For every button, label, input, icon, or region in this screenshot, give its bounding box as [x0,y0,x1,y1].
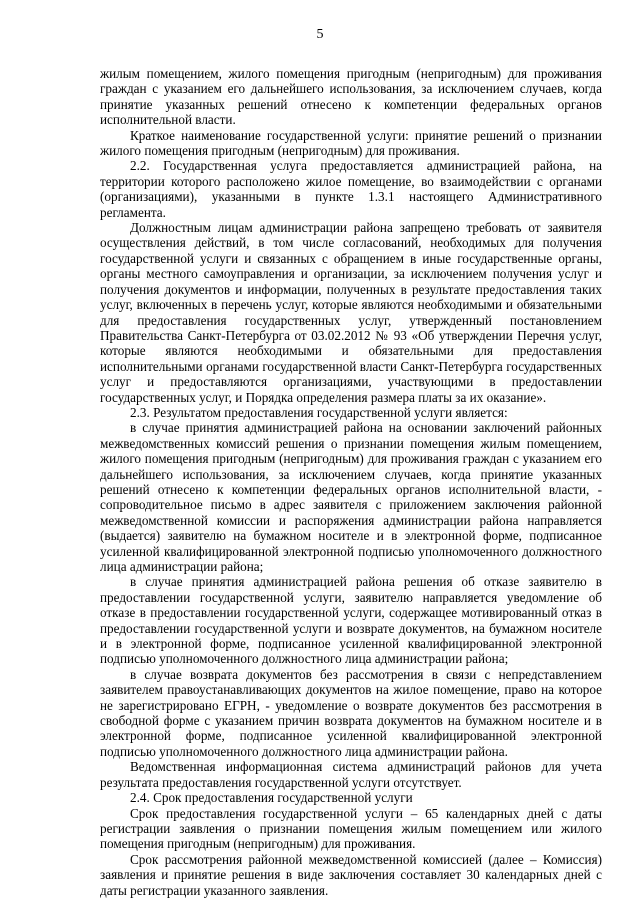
section-heading: 2.3. Результатом предоставления государственной услуги является: [130,404,508,420]
paragraph: жилым помещением, жилого помещения пригодным (непригодным) для проживания граждан с указанием его дальнейшего использования, за исключением случаев, когда принятие указанных решений отнесено к компетенции федеральных органов исполнительной власти. [100,66,602,128]
paragraph: в случае принятия администрацией района решения об отказе заявителю в предоставлении государственной услуги, заявителю направляется уведомление об отказе в предоставлении государственной услуги, содержащее мотивированный отказ в предоставлении государственной услуги и возврате документов, на бумажном носителе и в электронной форме, подписанное усиленной квалифицированной электронной подписью уполномоченного должностного лица администрации района; [100,574,602,667]
paragraph: 2.2. Государственная услуга предоставляется администрацией района, на территории которого расположено жилое помещение, во взаимодействии с органами (организациями), указанными в пункте 1.3.1 настоящего Административного регламента. [100,158,602,220]
paragraph: в случае принятия администрацией района на основании заключений районных межведомственных комиссий решения о признании помещения жилым помещением, жилого помещения пригодным (непригодным) для проживания граждан с указанием его дальнейшего использования, за исключением случаев, когда принятие указанных решений отнесено к компетенции федеральных органов исполнительной власти, - сопроводительное письмо в адрес заявителя с приложением заключения районной межведомственной комиссии и распоряжения администрации района направляется (выдается) заявителю на бумажном носителе и в электронной форме, подписанное усиленной квалифицированной электронной подписью уполномоченного должностного лица администрации района; [100,420,602,574]
paragraph: Краткое наименование государственной услуги: принятие решений о признании жилого помещения пригодным (непригодным) для проживания. [100,127,602,159]
paragraph: Должностным лицам администрации района запрещено требовать от заявителя осуществления действий, в том числе согласований, необходимых для получения государственной услуги и связанных с обращением в иные государственные органы, органы местного самоуправления и организации, за исключением получения услуг и получения документов и информации, полученных в результате предоставления таких услуг, включенных в перечень услуг, которые являются необходимыми и обязательными для предоставления государственных услуг, утвержденный постановлением Правительства Санкт-Петербурга от 03.02.2012 № 93 «Об утверждении Перечня услуг, которые являются необходимыми и обязательными для предоставления исполнительными органами государственной власти Санкт-Петербурга государственных услуг и предоставляются организациями, участвующими в предоставлении государственных услуг, и Порядка определения размера платы за их оказание». [100,220,602,405]
section-heading: 2.4. Срок предоставления государственной услуги [130,790,413,806]
paragraph: Срок предоставления государственной услуги – 65 календарных дней с даты регистрации заявления о признании помещения жилым помещением или жилого помещения пригодным (непригодным) для проживания. [100,805,602,852]
paragraph: Ведомственная информационная система администраций районов для учета результата предоставления государственной услуги отсутствует. [100,759,602,790]
paragraph: в случае возврата документов без рассмотрения в связи с непредставлением заявителем правоустанавливающих документов на жилое помещение, право на которое не зарегистрировано ЕГРН, - уведомление о возврате документов без рассмотрения в свободной форме с указанием причин возврата документов на бумажном носителе и в электронной форме, подписанное усиленной квалифицированной электронной подписью уполномоченного должностного лица администрации района. [100,666,602,759]
paragraph: Срок рассмотрения районной межведомственной комиссией (далее – Комиссия) заявления и принятие решения в виде заключения составляет 30 календарных дней с даты регистрации указанного заявления. [100,851,602,898]
page-number: 5 [316,27,324,42]
document-body [100,66,602,898]
